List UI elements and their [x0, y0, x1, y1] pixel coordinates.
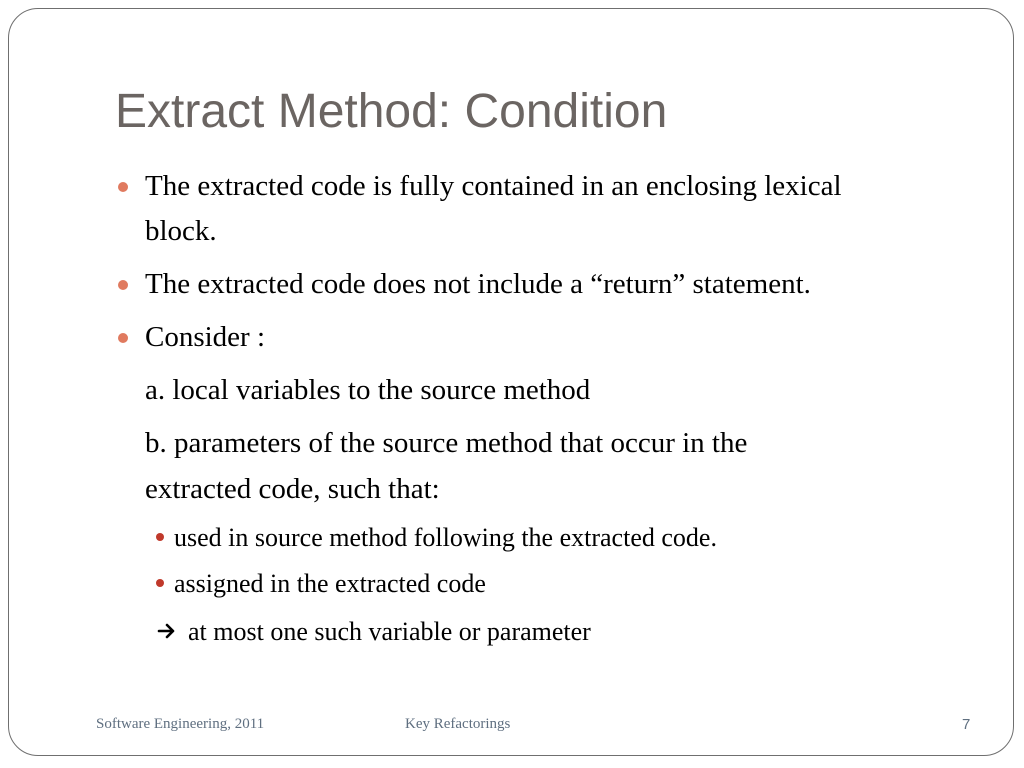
bullet-dot-icon	[118, 182, 128, 192]
slide-page-number: 7	[962, 716, 971, 733]
consider-item-b-line-1: b. parameters of the source method that occur in the	[145, 427, 748, 459]
consider-item-b-line-2: extracted code, such that:	[145, 473, 440, 505]
bullet-dot-icon	[118, 333, 128, 343]
sub-bullet-2: assigned in the extracted code	[174, 569, 486, 598]
sub-bullet-dot-icon	[156, 533, 164, 541]
footer-course: Software Engineering, 2011	[96, 716, 265, 732]
bullet-1-line-1: The extracted code is fully contained in an enclosing lexical	[145, 170, 842, 202]
sub-bullet-dot-icon	[156, 579, 164, 587]
arrow-line-text: at most one such variable or parameter	[188, 617, 591, 646]
bullet-3-line-1: Consider :	[145, 321, 266, 353]
bullet-dot-icon	[118, 280, 128, 290]
bullet-2-line-1: The extracted code does not include a “return” statement.	[145, 268, 811, 300]
sub-bullet-1: used in source method following the extracted code.	[174, 523, 717, 552]
right-arrow-icon	[157, 621, 177, 641]
footer-topic: Key Refactorings	[405, 716, 511, 732]
bullet-1-line-2: block.	[145, 215, 217, 247]
slide-title: Extract Method: Condition	[115, 85, 668, 138]
consider-item-a: a. local variables to the source method	[145, 374, 591, 406]
